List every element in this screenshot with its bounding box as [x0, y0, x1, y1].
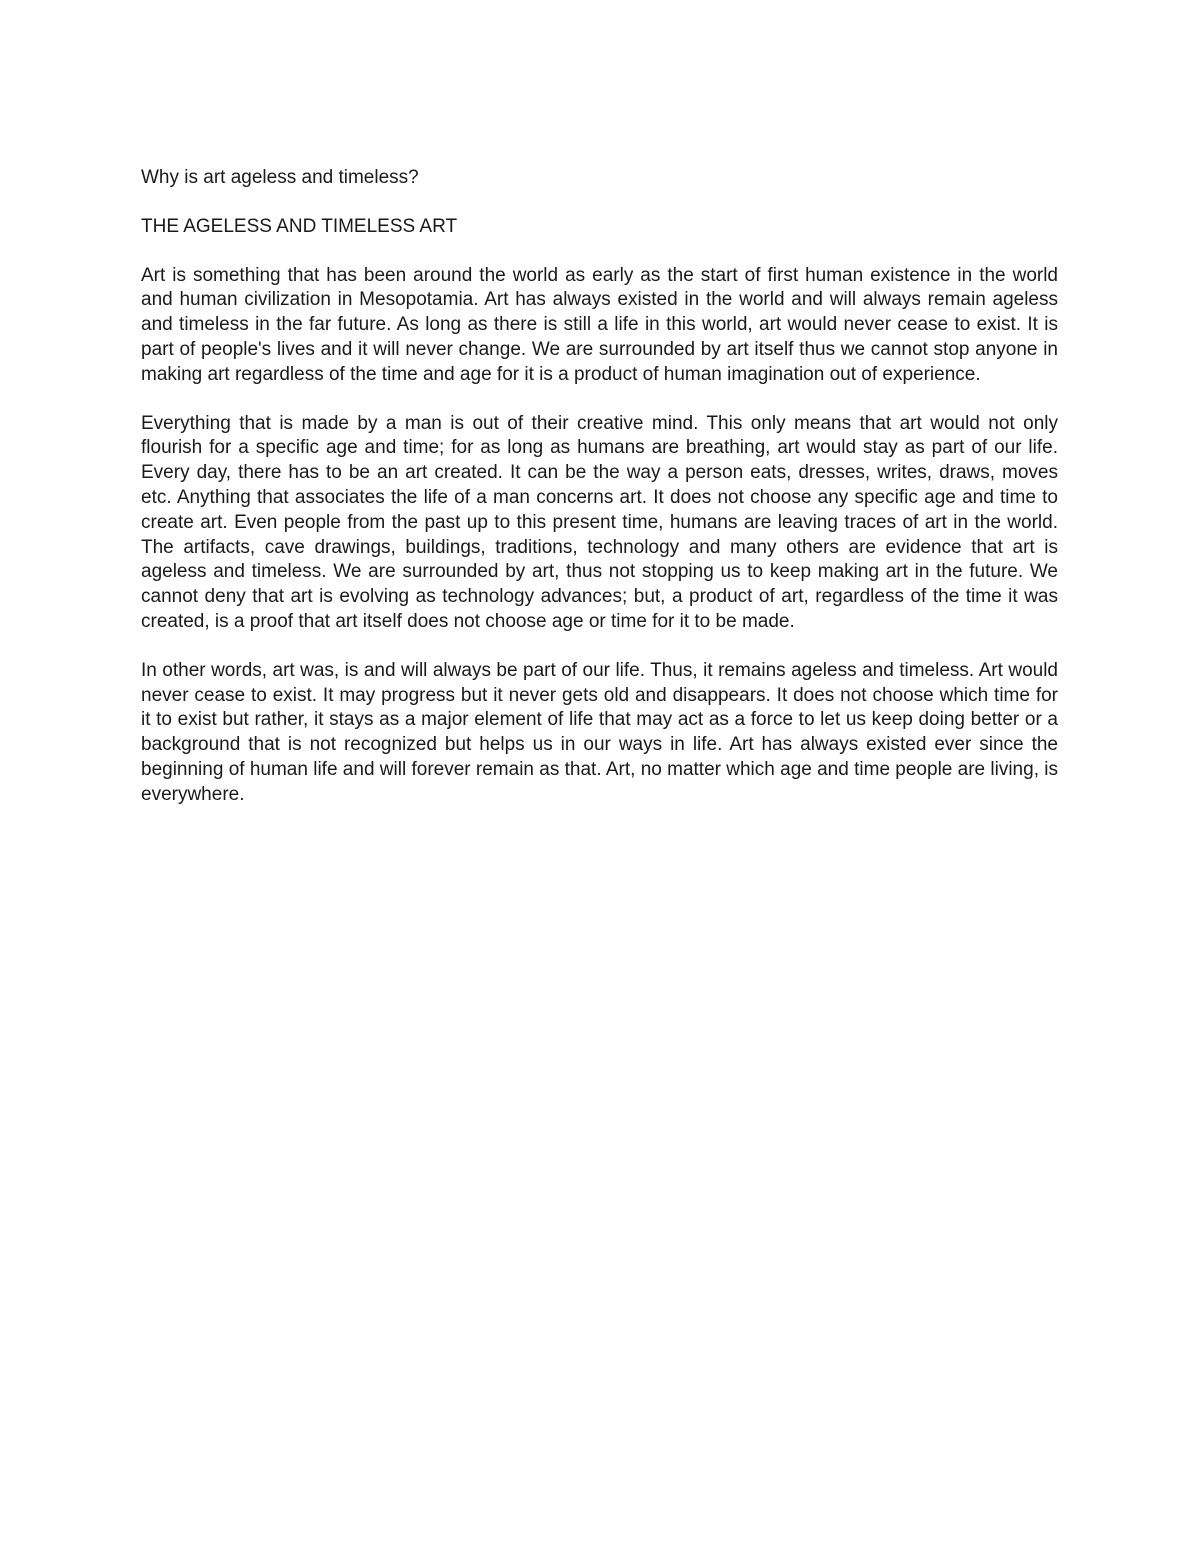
paragraph-2: Everything that is made by a man is out of their creative mind. This only means that art would not only flourish for a specific age and time; for as long as humans are breathing, art would stay as part of our life. Every day, there has to be an art created. It can be the way a person eats, dresses, writes, draws, moves etc. Anything that associates the life of a man concerns art. It does not choose any specific age and time to create art. Even people from the past up to this present time, humans are leaving traces of art in the world. The artifacts, cave drawings, buildings, traditions, technology and many others are evidence that art is ageless and timeless. We are surrounded by art, thus not stopping us to keep making art in the future. We cannot deny that art is evolving as technology advances; but, a product of art, regardless of the time it was created, is a proof that art itself does not choose age or time for it to be made.: [141, 412, 1058, 632]
paragraph-1: Art is something that has been around the world as early as the start of first human existence in the world and human civilization in Mesopotamia. Art has always existed in the world and will always remain ageless and timeless in the far future. As long as there is still a life in this world, art would never cease to exist. It is part of people's lives and it will never change. We are surrounded by art itself thus we cannot stop anyone in making art regardless of the time and age for it is a product of human imagination out of experience.: [141, 264, 1058, 385]
document-heading: THE AGELESS AND TIMELESS ART: [141, 215, 458, 237]
document-question: Why is art ageless and timeless?: [141, 167, 419, 188]
document-body: [141, 166, 1058, 808]
paragraph-3: In other words, art was, is and will always be part of our life. Thus, it remains ageless and timeless. Art would never cease to exist. It may progress but it never gets old and disappears. It does not choose which time for it to exist but rather, it stays as a major element of life that may act as a force to let us keep doing better or a background that is not recognized but helps us in our ways in life. Art has always existed ever since the beginning of human life and will forever remain as that. Art, no matter which age and time people are living, is everywhere.: [141, 659, 1058, 805]
